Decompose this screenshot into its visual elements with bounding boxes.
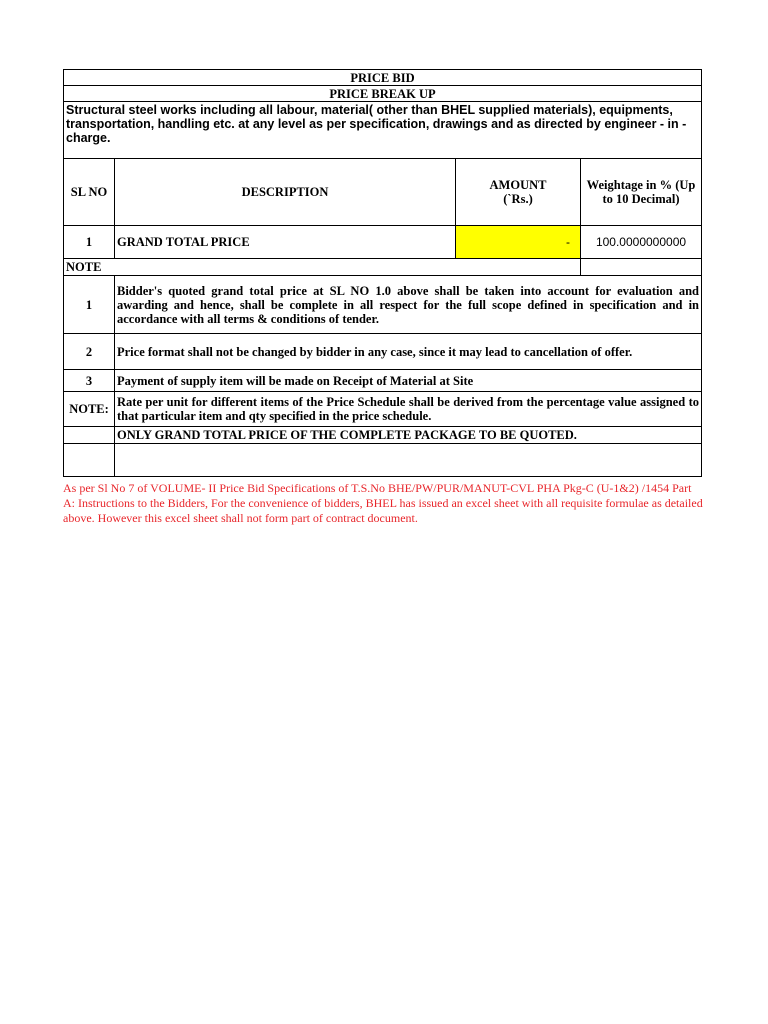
scope-description: Structural steel works including all labour, material( other than BHEL supplied materials), equipments, transportation, handling etc. at any level as per specification, drawings and as directed by engineer - in - charge. <box>64 102 702 159</box>
note-3-text: Payment of supply item will be made on Receipt of Material at Site <box>115 370 702 392</box>
note-2-label: NOTE: <box>64 392 115 427</box>
price-bid-table <box>63 69 702 477</box>
grand-total-weightage: 100.0000000000 <box>581 226 702 259</box>
price-bid-title: PRICE BID <box>64 70 702 86</box>
header-description: DESCRIPTION <box>115 159 456 226</box>
note-1-text: Bidder's quoted grand total price at SL NO 1.0 above shall be taken into account for evaluation and awarding and hence, shall be complete in all respect for the full scope defined in specification and in accordance with all terms & conditions of tender. <box>115 276 702 334</box>
grand-total-amount-cell[interactable]: - <box>456 226 581 259</box>
header-amount-label: AMOUNT <box>489 178 547 192</box>
only-grand-total-note: ONLY GRAND TOTAL PRICE OF THE COMPLETE PACKAGE TO BE QUOTED. <box>115 427 702 444</box>
note-2-sl: 2 <box>64 334 115 370</box>
only-grand-total-blank <box>64 427 115 444</box>
header-sl-no: SL NO <box>64 159 115 226</box>
price-break-up-title: PRICE BREAK UP <box>64 86 702 102</box>
note-heading: NOTE <box>64 259 581 276</box>
bhel-footnote: As per Sl No 7 of VOLUME- II Price Bid Specifications of T.S.No BHE/PW/PUR/MANUT-CVL PHA Pkg-C (U-1&2) /1454 Part A: Instructions to the Bidders, For the convenience of bidders, BHEL has issued an excel sheet with all requisite formulae as detailed above. However this excel sheet shall not form part of contract document. <box>63 481 703 525</box>
rate-per-unit-note: Rate per unit for different items of the Price Schedule shall be derived from the percentage value assigned to that particular item and qty specified in the price schedule. <box>115 392 702 427</box>
note-heading-blank <box>581 259 702 276</box>
note-1-sl: 1 <box>64 276 115 334</box>
empty-cell-right <box>115 444 702 477</box>
grand-total-sl: 1 <box>64 226 115 259</box>
header-weightage: Weightage in % (Up to 10 Decimal) <box>581 159 702 226</box>
header-amount <box>456 159 581 226</box>
note-3-sl: 3 <box>64 370 115 392</box>
header-amount-unit: (`Rs.) <box>503 192 533 206</box>
note-2-text: Price format shall not be changed by bidder in any case, since it may lead to cancellation of offer. <box>115 334 702 370</box>
empty-cell-left <box>64 444 115 477</box>
grand-total-label: GRAND TOTAL PRICE <box>115 226 456 259</box>
